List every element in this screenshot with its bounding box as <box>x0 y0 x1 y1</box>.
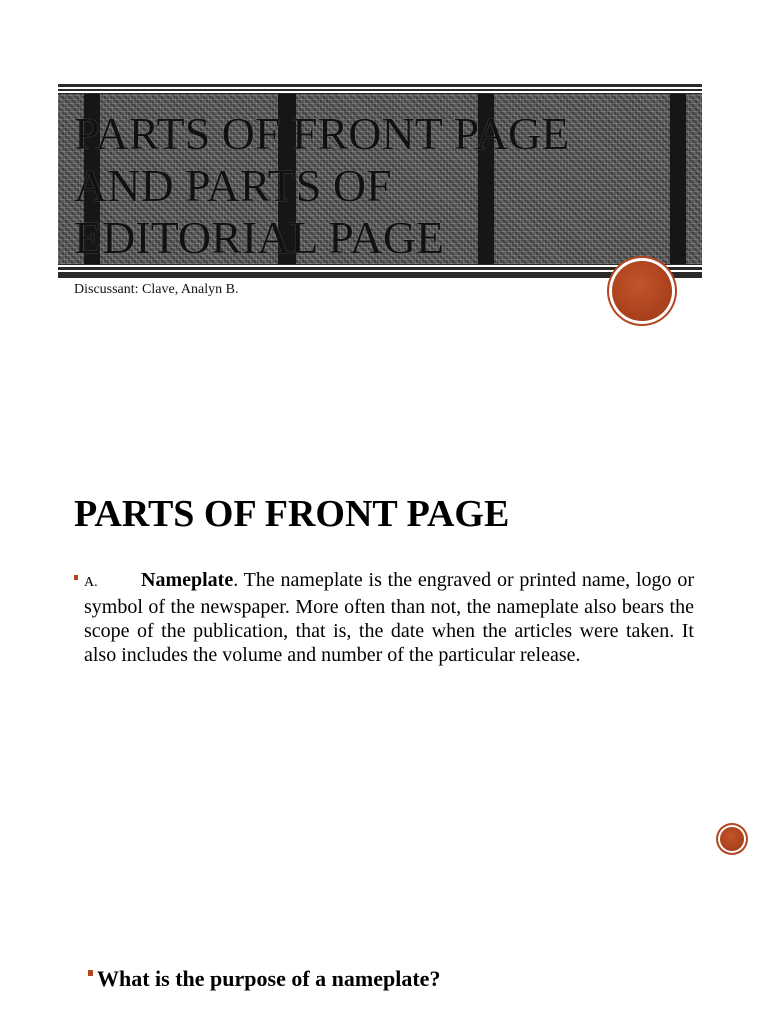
slide-title <box>74 108 694 264</box>
title-line-2: AND PARTS OF <box>74 160 392 211</box>
title-slide <box>0 0 768 340</box>
question-marker-icon <box>88 970 93 976</box>
banner-top-rule <box>58 87 702 89</box>
content-slide <box>0 470 768 1024</box>
decorative-circle-small <box>720 827 744 851</box>
bullet-term: Nameplate <box>141 569 234 591</box>
question-item <box>88 964 688 994</box>
banner-bottom-rule <box>58 265 702 267</box>
decorative-circle <box>612 261 672 321</box>
section-heading: PARTS OF FRONT PAGE <box>74 493 510 535</box>
banner-top-rule-2 <box>58 91 702 93</box>
title-line-1: PARTS OF FRONT PAGE <box>74 108 570 159</box>
bullet-marker-icon <box>74 575 78 580</box>
question-text: What is the purpose of a nameplate? <box>97 966 441 991</box>
bullet-body: . The nameplate is the engraved or printed name, logo or symbol of the newspaper. More often than not, the nameplate also bears the scope of the publication, that is, the date when the articles were taken. It also includes the volume and number of the particular release. <box>84 569 694 666</box>
bullet-letter: A. <box>84 575 98 590</box>
discussant-label: Discussant: Clave, Analyn B. <box>74 282 239 297</box>
title-line-3: EDITORIAL PAGE <box>74 212 445 263</box>
bullet-item <box>74 568 694 667</box>
bullet-paragraph <box>84 568 694 667</box>
banner-bottom-rule-2 <box>58 270 702 272</box>
